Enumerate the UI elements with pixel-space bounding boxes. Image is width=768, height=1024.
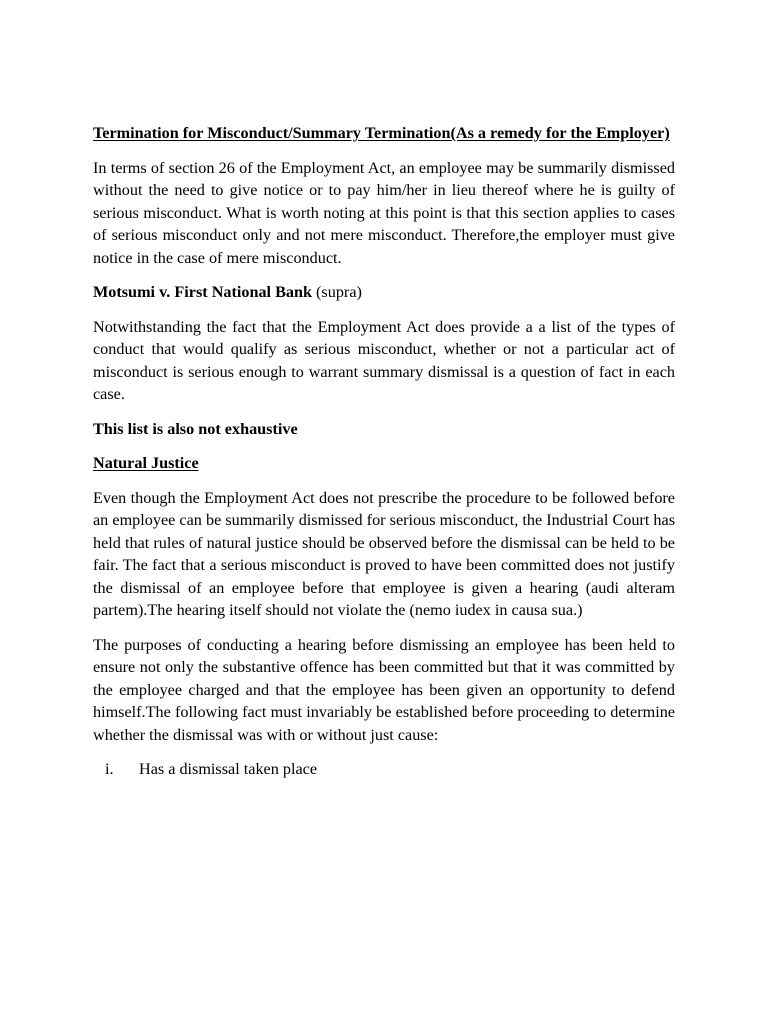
- document-page: [93, 122, 675, 781]
- section-heading-termination: Termination for Misconduct/Summary Termination(As a remedy for the Employer): [93, 124, 670, 142]
- criteria-list: [93, 758, 675, 781]
- list-item-text: Has a dismissal taken place: [139, 760, 318, 778]
- paragraph-serious-misconduct: Notwithstanding the fact that the Employment Act does provide a a list of the types of conduct that would qualify as serious misconduct, whether or not a particular act of misconduct is serious enough to warrant summary dismissal is a question of fact in each case.: [93, 317, 675, 403]
- list-item: [93, 758, 675, 781]
- case-suffix: (supra): [312, 283, 362, 301]
- paragraph-section-26: In terms of section 26 of the Employment Act, an employee may be summarily dismissed without the need to give notice or to pay him/her in lieu thereof where he is guilty of serious misconduct. What is worth noting at this point is that this section applies to cases of serious misconduct only and not mere misconduct. Therefore,the employer must give notice in the case of mere misconduct.: [93, 158, 675, 267]
- paragraph-natural-justice: Even though the Employment Act does not prescribe the procedure to be followed before an employee can be summarily dismissed for serious misconduct, the Industrial Court has held that rules of natural justice should be observed before the dismissal can be held to be fair. The fact that a serious misconduct is proved to have been committed does not justify the dismissal of an employee before that employee is given a hearing (audi alteram partem).The hearing itself should not violate the (nemo iudex in causa sua.): [93, 488, 675, 619]
- case-citation: [93, 281, 675, 304]
- case-name: Motsumi v. First National Bank: [93, 283, 312, 301]
- paragraph-hearing-purpose: The purposes of conducting a hearing before dismissing an employee has been held to ensure not only the substantive offence has been committed but that it was committed by the employee charged and that the employee has been given an opportunity to defend himself.The following fact must invariably be established before proceeding to determine whether the dismissal was with or without just cause:: [93, 635, 675, 744]
- section-heading-natural-justice: Natural Justice: [93, 454, 199, 472]
- note-list-not-exhaustive: This list is also not exhaustive: [93, 419, 298, 438]
- list-marker: i.: [105, 760, 114, 778]
